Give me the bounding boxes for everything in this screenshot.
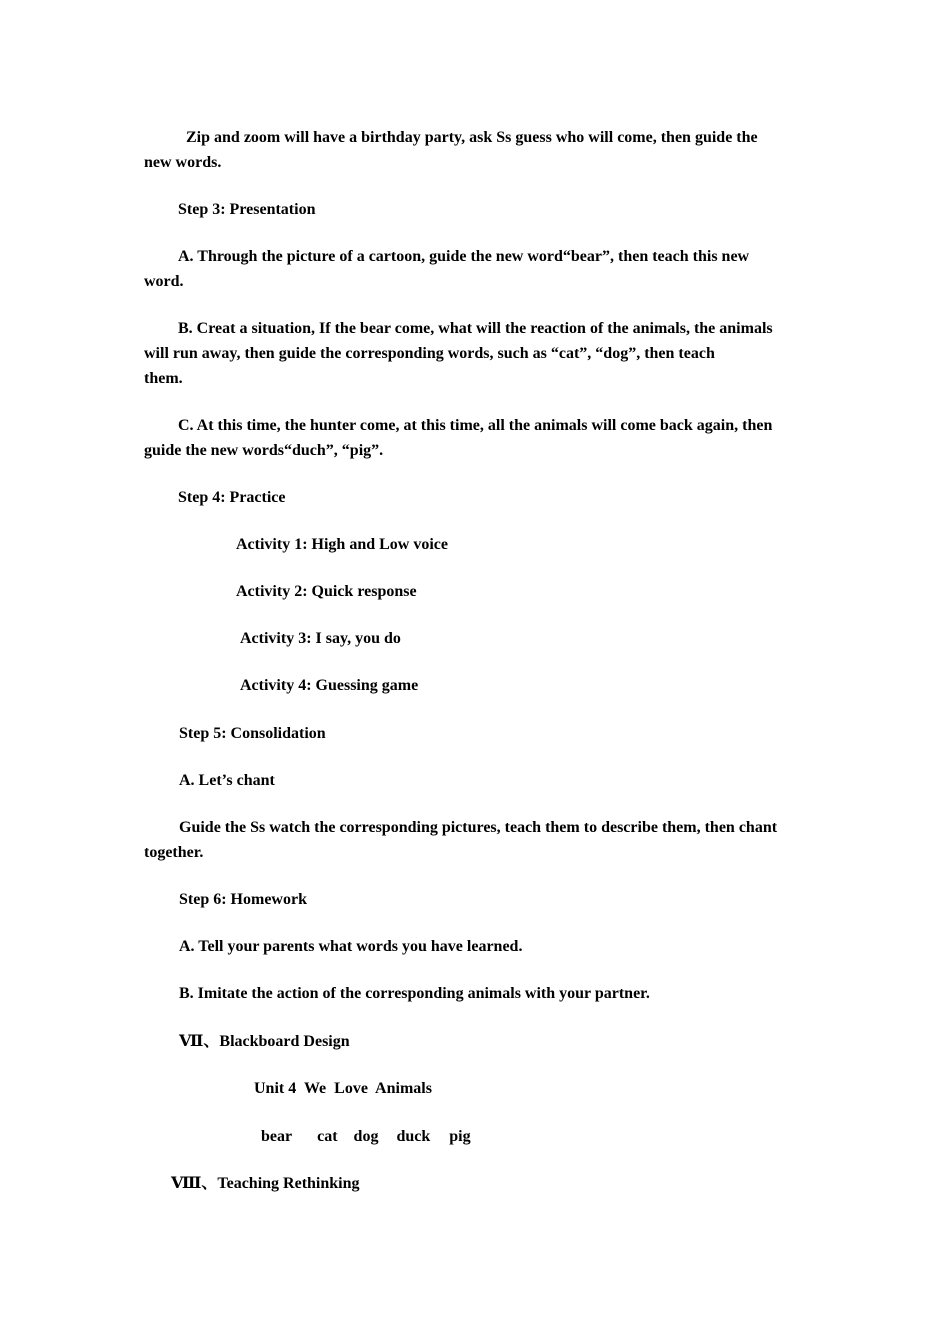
presentation-c-line-1: C. At this time, the hunter come, at this time, all the animals will come back again, then — [178, 417, 773, 434]
presentation-b-line-2: will run away, then guide the corresponding words, such as “cat”, “dog”, then teach — [144, 345, 715, 362]
homework-b: B. Imitate the action of the corresponding animals with your partner. — [179, 985, 650, 1002]
activity-4: Activity 4: Guessing game — [240, 677, 419, 694]
blackboard-word: dog — [353, 1128, 379, 1145]
intro-line-1: Zip and zoom will have a birthday party, ask Ss guess who will come, then guide the — [186, 129, 758, 146]
consolidation-guide-line-1: Guide the Ss watch the corresponding pictures, teach them to describe them, then chant — [179, 819, 778, 836]
blackboard-word-list — [261, 1124, 471, 1149]
blackboard-word: duck — [396, 1128, 431, 1145]
presentation-a-line-1: A. Through the picture of a cartoon, guide the new word“bear”, then teach this new — [178, 248, 750, 265]
section-8-heading: Ⅷ、Teaching Rethinking — [171, 1175, 360, 1192]
step-5-heading: Step 5: Consolidation — [179, 725, 326, 742]
presentation-b-line-1: B. Creat a situation, If the bear come, what will the reaction of the animals, the animals — [178, 320, 773, 337]
presentation-c-line-2: guide the new words“duch”, “pig”. — [144, 442, 384, 459]
blackboard-word: bear — [261, 1128, 293, 1145]
activity-1: Activity 1: High and Low voice — [236, 536, 448, 553]
activity-2: Activity 2: Quick response — [236, 583, 417, 600]
step-6-heading: Step 6: Homework — [179, 891, 307, 908]
blackboard-unit-title: Unit 4 We Love Animals — [254, 1080, 432, 1097]
step-3-heading: Step 3: Presentation — [178, 201, 316, 218]
intro-line-2: new words. — [144, 154, 222, 171]
consolidation-guide-line-2: together. — [144, 844, 204, 861]
section-7-heading: Ⅶ、Blackboard Design — [179, 1033, 350, 1050]
step-4-heading: Step 4: Practice — [178, 489, 286, 506]
lets-chant: A. Let’s chant — [179, 772, 275, 789]
blackboard-word: cat — [317, 1128, 338, 1145]
homework-a: A. Tell your parents what words you have learned. — [179, 938, 523, 955]
presentation-a-line-2: word. — [144, 273, 184, 290]
presentation-b-line-3: them. — [144, 370, 183, 387]
activity-3: Activity 3: I say, you do — [240, 630, 401, 647]
blackboard-word: pig — [449, 1128, 471, 1145]
